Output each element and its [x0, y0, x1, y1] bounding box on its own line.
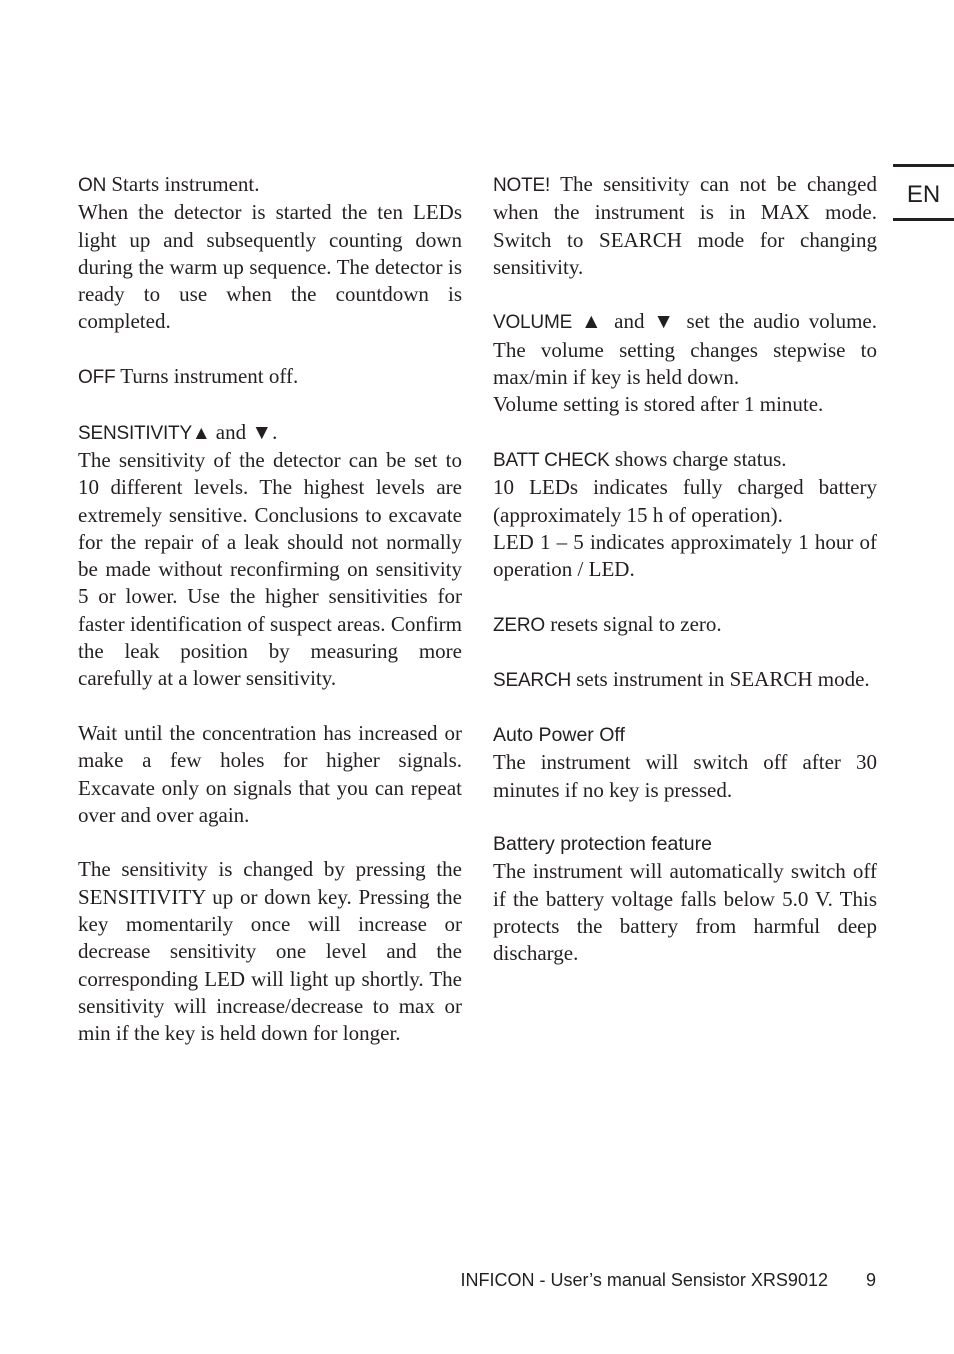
sensitivity-section — [78, 419, 462, 693]
volume-stored-text: Volume setting is stored after 1 minute. — [493, 392, 824, 417]
search-section — [493, 666, 877, 694]
zero-section — [493, 611, 877, 639]
language-tab — [893, 164, 954, 221]
sensitivity-text: and ▼. — [210, 419, 278, 444]
on-section — [78, 171, 462, 336]
left-column — [78, 171, 462, 1075]
search-text: sets instrument in SEARCH mode. — [570, 667, 870, 692]
batt-check-text: shows charge status. — [609, 446, 787, 471]
off-text: Turns instrument off. — [115, 364, 299, 389]
on-key-label: ON — [78, 175, 107, 196]
language-label: EN — [906, 181, 941, 208]
batt-per-led-text: LED 1 – 5 indicates approximately 1 hour of operation / LED. — [493, 529, 877, 582]
batt-full-text: 10 LEDs indicates fully charged battery (approximately 15 h of operation). — [493, 475, 877, 527]
footer-title: INFICON - User’s manual Sensistor XRS9012 — [460, 1270, 828, 1290]
volume-key-label: VOLUME — [493, 312, 573, 334]
volume-text: ▲ and ▼ set the audio volume. The volume setting changes stepwise to max/min if key is held down. — [493, 309, 877, 390]
page-footer — [400, 1270, 876, 1291]
note-text: The sensitivity can not be changed when the instrument is in MAX mode. Switch to SEARCH mode for changing sensitivity. — [493, 172, 877, 279]
sensitivity-description: The sensitivity of the detector can be set to 10 different levels. The highest levels are extremely sensitive. Conclusions to excavate for the repair of a leak should not normally be made without reconfirming on sensitivity 5 or lower. Use the higher sensitivities for faster identification of suspect areas. Confirm the leak position by measuring more carefully at a lower sensitivity. — [78, 447, 462, 691]
sensitivity-key-label: SENSITIVITY▲ — [78, 422, 211, 444]
auto-power-off-heading: Auto Power Off — [493, 723, 625, 746]
page-number: 9 — [865, 1270, 876, 1290]
battery-protection-text: The instrument will automatically switch off if the battery voltage falls below 5.0 V. This protects the battery from harmful deep discharge. — [493, 859, 877, 966]
note-section — [493, 171, 877, 281]
zero-text: resets signal to zero. — [544, 611, 722, 636]
note-label: NOTE! — [493, 175, 551, 196]
zero-key-label: ZERO — [493, 614, 545, 636]
off-section — [78, 363, 462, 391]
battery-protection-section — [493, 831, 877, 967]
on-description: When the detector is started the ten LEDs light up and subsequently counting down during the warm up sequence. The detector is ready to use when the countdown is completed. — [78, 200, 462, 334]
on-text: Starts instrument. — [106, 172, 260, 196]
auto-power-off-text: The instrument will switch off after 30 minutes if no key is pressed. — [493, 750, 877, 802]
batt-check-section — [493, 446, 877, 583]
search-key-label: SEARCH — [493, 670, 571, 692]
volume-section — [493, 308, 877, 418]
change-sensitivity-paragraph: The sensitivity is changed by pressing the SENSITIVITY up or down key. Pressing the key momentarily once will increase or decrease sensitivity one level and the corresponding LED will light up shortly. The sensitivity will increase/decrease to max or min if the key is held down for longer. — [78, 857, 462, 1046]
wait-paragraph: Wait until the concentration has increased or make a few holes for higher signals. Excavate only on signals that you can repeat over and over again. — [78, 720, 462, 827]
right-column — [493, 171, 877, 995]
off-key-label: OFF — [78, 367, 116, 389]
batt-check-key-label: BATT CHECK — [493, 449, 610, 471]
auto-power-off-section — [493, 722, 877, 804]
battery-protection-heading: Battery protection feature — [493, 833, 712, 856]
